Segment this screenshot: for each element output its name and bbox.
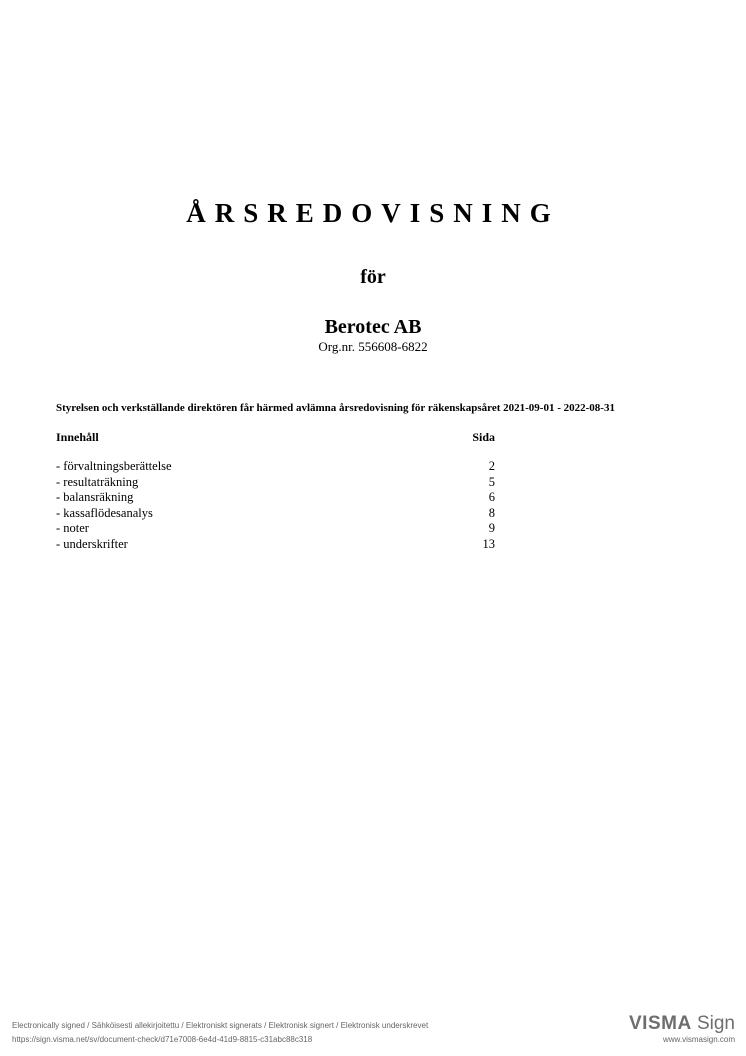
toc-item (56, 537, 495, 553)
toc-header-page: Sida (472, 430, 495, 444)
logo-product: Sign (696, 1013, 735, 1034)
toc-item (56, 475, 495, 491)
company-name: Berotec AB (324, 316, 422, 338)
toc-item-label: - kassaflödesanalys (56, 505, 153, 520)
org-number: Org.nr. 556608-6822 (318, 339, 428, 354)
logo-brand: VISMA (629, 1013, 692, 1034)
toc-item (56, 521, 495, 537)
toc-item-label: - noter (56, 521, 89, 536)
toc-item-label: - balansräkning (56, 490, 134, 505)
toc-item-page: 8 (488, 505, 495, 520)
table-of-contents (56, 459, 495, 553)
toc-item-page: 6 (488, 490, 495, 505)
toc-item (56, 506, 495, 522)
toc-item (56, 490, 495, 506)
toc-item-page: 9 (488, 521, 495, 536)
toc-item-page: 2 (488, 459, 495, 473)
toc-item-label: - förvaltningsberättelse (56, 459, 172, 473)
document-title: ÅRSREDOVISNING (186, 198, 560, 228)
toc-item-label: - underskrifter (56, 536, 128, 551)
board-statement: Styrelsen och verkställande direktören får härmed avlämna årsredovisning för räkenskapsåret 2021-09-01 - 2022-08-31 (56, 402, 615, 414)
document-check-link[interactable]: https://sign.visma.net/sv/document-check/d71e7008-6e4d-41d9-8815-c31abc88c318 (12, 1035, 313, 1044)
visma-site-link[interactable]: www.vismasign.com (662, 1035, 735, 1044)
toc-item (56, 459, 495, 475)
toc-header-contents: Innehåll (56, 430, 99, 444)
for-label: för (360, 266, 386, 288)
visma-sign-logo (629, 1013, 735, 1035)
toc-item-label: - resultaträkning (56, 474, 139, 489)
toc-item-page: 5 (488, 474, 495, 489)
toc-item-page: 13 (482, 536, 495, 551)
signature-notice: Electronically signed / Sähköisesti allekirjoitettu / Elektroniskt signerats / Elektronisk signert / Elektronisk underskrevet (12, 1021, 429, 1030)
